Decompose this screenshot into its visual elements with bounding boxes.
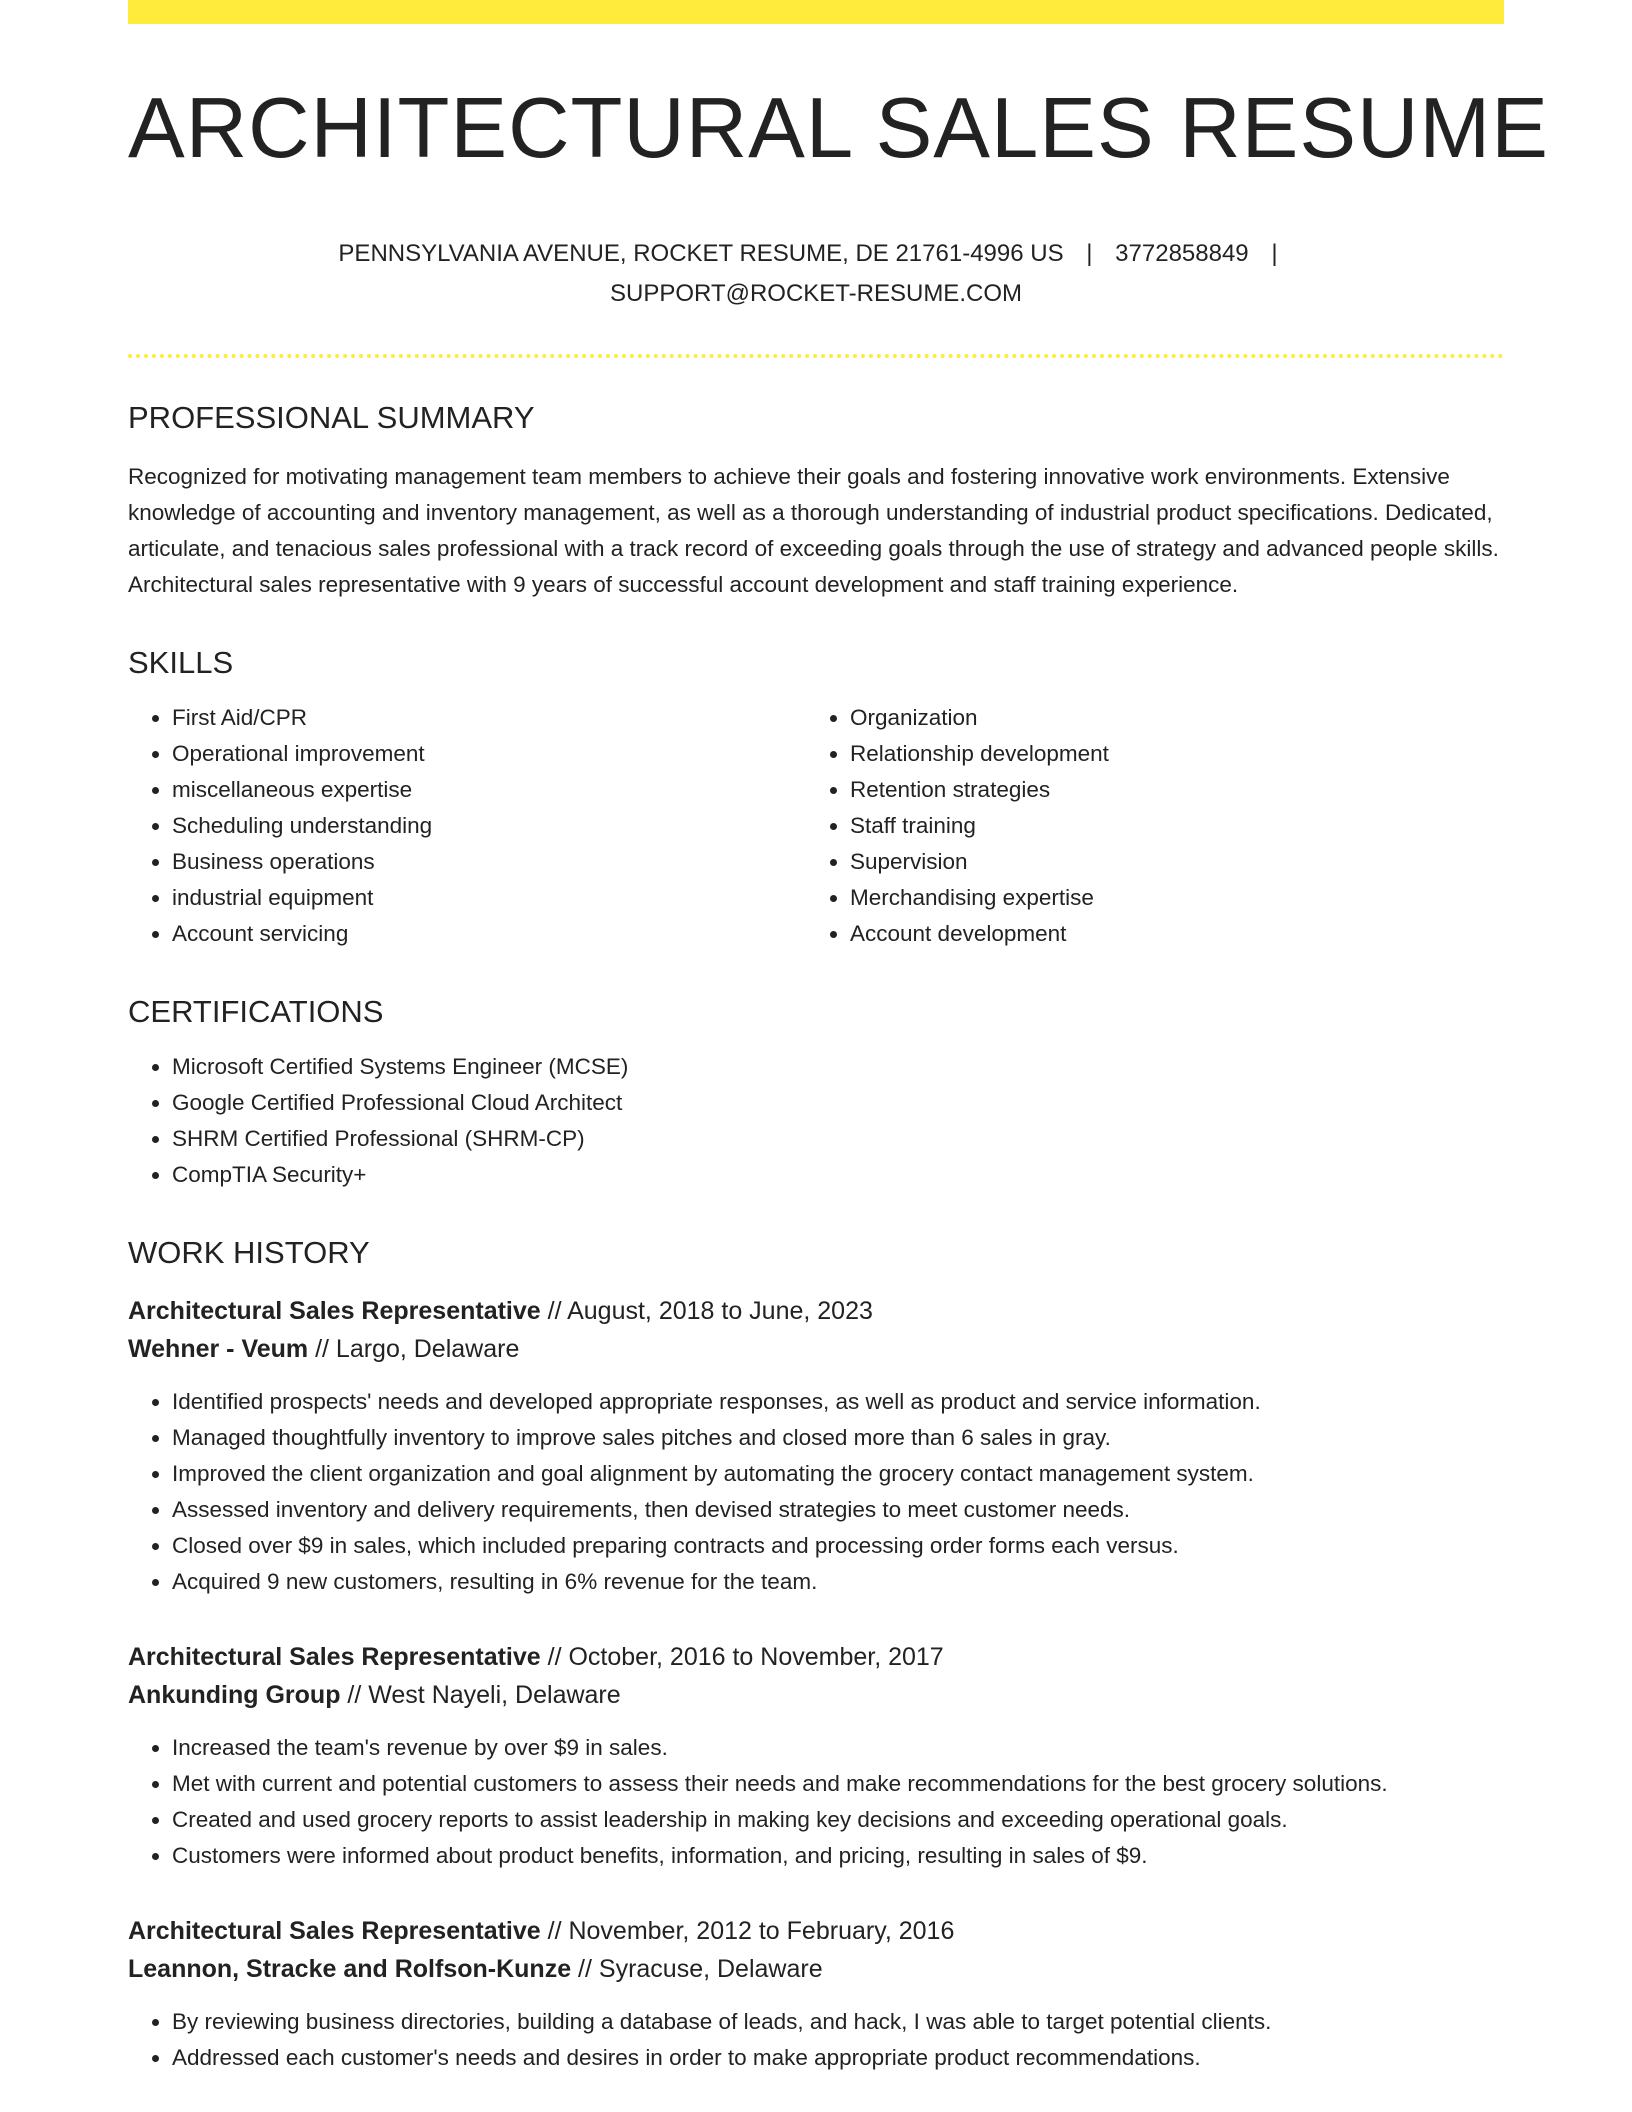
certifications-block [128,1049,1504,1193]
skill-item: • Retention strategies [850,772,1484,808]
job-bullets [128,1384,1504,1600]
job-dates: // November, 2012 to February, 2016 [540,1916,955,1945]
work-history-section [128,1234,1504,2076]
skills-section [128,644,1504,952]
skills-column-left [128,700,806,952]
skills-heading: SKILLS [128,644,234,680]
skill-item: • Account development [850,916,1484,952]
job-dates: // August, 2018 to June, 2023 [540,1296,873,1325]
skills-column-right [806,700,1484,952]
skills-columns [128,700,1504,952]
job-company-line [128,1330,1504,1368]
skill-item: • Account servicing [172,916,806,952]
skill-item: • Operational improvement [172,736,806,772]
skill-item: • Organization [850,700,1484,736]
skill-item: • Business operations [172,844,806,880]
job-bullet: • Increased the team's revenue by over $9 in sales. [172,1730,1504,1766]
job-company: Wehner - Veum [128,1334,309,1363]
contact-separator: | [1086,239,1093,267]
skill-item: • miscellaneous expertise [172,772,806,808]
skills-list-right [806,700,1484,952]
skill-item: • Merchandising expertise [850,880,1484,916]
job-entry [128,1912,1504,2076]
job-company-line [128,1676,1504,1714]
contact-phone: 3772858849 [1115,239,1249,267]
job-location: // Syracuse, Delaware [571,1954,823,1983]
contact-line-1 [128,234,1504,274]
certification-item: • CompTIA Security+ [172,1157,1504,1193]
certification-item: • Google Certified Professional Cloud Architect [172,1085,1504,1121]
header-divider [128,354,1504,358]
skill-item: • First Aid/CPR [172,700,806,736]
contact-line-2 [128,274,1504,314]
contact-email: SUPPORT@ROCKET-RESUME.COM [610,279,1022,307]
job-bullet: • Identified prospects' needs and developed appropriate responses, as well as product and service information. [172,1384,1504,1420]
job-bullet: • Addressed each customer's needs and desires in order to make appropriate product recommendations. [172,2040,1504,2076]
skills-list-left [128,700,806,952]
certification-item: • SHRM Certified Professional (SHRM-CP) [172,1121,1504,1157]
summary-text: Recognized for motivating management team members to achieve their goals and fostering innovative work environments. Extensive knowledge of accounting and inventory management, as well as a thorough understanding of industrial product specifications. Dedicated, articulate, and tenacious sales professional with a track record of exceeding goals through the use of strategy and advanced people skills. Architectural sales representative with 9 years of successful account development and staff training experience. [128,463,1499,597]
job-bullet: • Customers were informed about product benefits, information, and pricing, resulting in sales of $9. [172,1838,1504,1874]
top-accent-bar [128,0,1504,24]
job-company: Ankunding Group [128,1680,341,1709]
certifications-list [128,1049,1504,1193]
job-location: // West Nayeli, Delaware [340,1680,621,1709]
job-entry [128,1638,1504,1874]
skill-item: • Staff training [850,808,1484,844]
contact-address: PENNSYLVANIA AVENUE, ROCKET RESUME, DE 21761-4996 US [338,239,1064,267]
job-company-line [128,1950,1504,1988]
job-bullet: • Met with current and potential customers to assess their needs and make recommendations for the best grocery solutions. [172,1766,1504,1802]
page-title: ARCHITECTURAL SALES RESUME [128,81,1549,176]
contact-info [128,234,1504,314]
job-title-line [128,1912,1504,1950]
work-history-heading: WORK HISTORY [128,1234,370,1270]
job-bullet: • Created and used grocery reports to assist leadership in making key decisions and exceeding operational goals. [172,1802,1504,1838]
summary-section [128,399,1504,603]
resume-page [128,0,1549,2076]
job-title: Architectural Sales Representative [128,1642,541,1671]
job-bullet: • Improved the client organization and goal alignment by automating the grocery contact management system. [172,1456,1504,1492]
job-bullet: • Acquired 9 new customers, resulting in 6% revenue for the team. [172,1564,1504,1600]
job-bullets [128,2004,1504,2076]
skill-item: • Scheduling understanding [172,808,806,844]
contact-separator: | [1271,239,1278,267]
job-title: Architectural Sales Representative [128,1296,541,1325]
job-bullet: • Managed thoughtfully inventory to improve sales pitches and closed more than 6 sales in gray. [172,1420,1504,1456]
certifications-section [128,993,1504,1193]
job-company: Leannon, Stracke and Rolfson-Kunze [128,1954,572,1983]
skill-item: • industrial equipment [172,880,806,916]
job-title-line [128,1292,1504,1330]
skill-item: • Relationship development [850,736,1484,772]
job-location: // Largo, Delaware [308,1334,520,1363]
job-title-line [128,1638,1504,1676]
certification-item: • Microsoft Certified Systems Engineer (MCSE) [172,1049,1504,1085]
job-bullet: • Closed over $9 in sales, which included preparing contracts and processing order forms each versus. [172,1528,1504,1564]
certifications-heading: CERTIFICATIONS [128,993,384,1029]
job-bullet: • Assessed inventory and delivery requirements, then devised strategies to meet customer needs. [172,1492,1504,1528]
job-bullets [128,1730,1504,1874]
job-entry [128,1292,1504,1600]
skill-item: • Supervision [850,844,1484,880]
job-bullet: • By reviewing business directories, building a database of leads, and hack, I was able to target potential clients. [172,2004,1504,2040]
summary-heading: PROFESSIONAL SUMMARY [128,399,535,435]
job-title: Architectural Sales Representative [128,1916,541,1945]
job-dates: // October, 2016 to November, 2017 [540,1642,944,1671]
